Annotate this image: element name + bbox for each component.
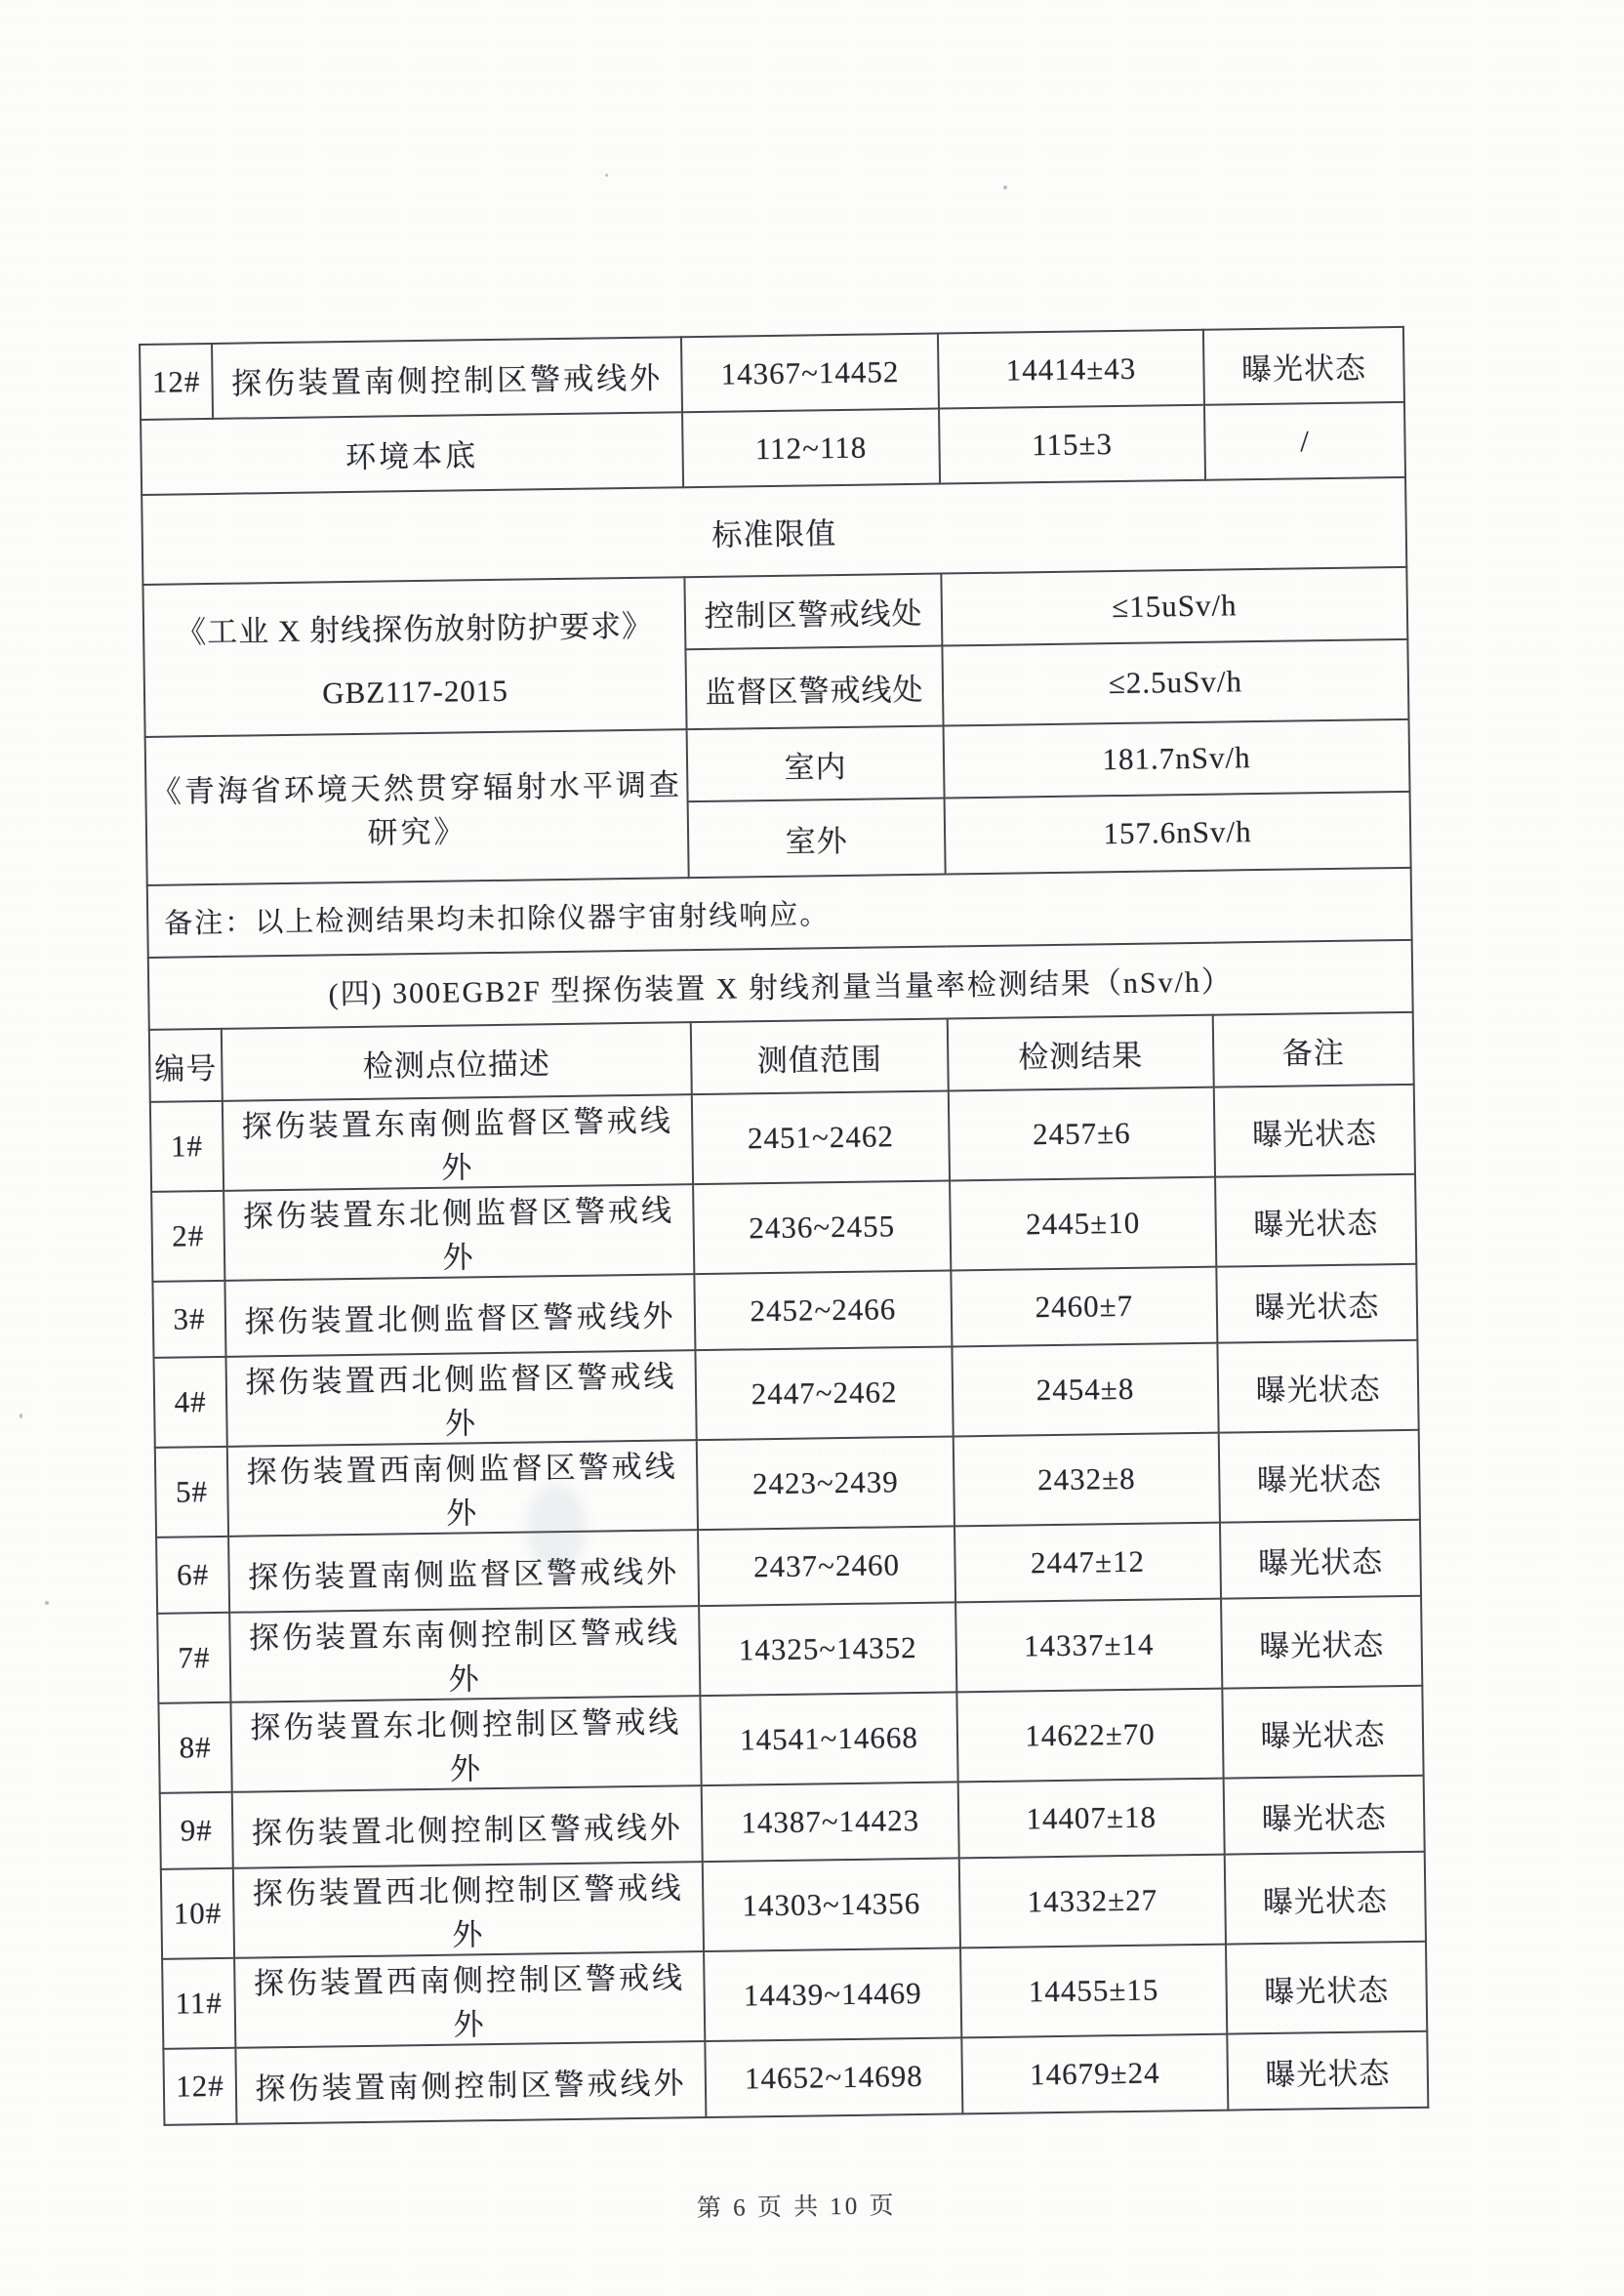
background-note: / [1204, 402, 1405, 480]
row-location: 探伤装置南侧控制区警戒线外 [212, 337, 682, 419]
row-result: 14332±27 [959, 1855, 1226, 1948]
row-id: 6# [156, 1537, 229, 1614]
row-result: 14455±15 [960, 1945, 1227, 2038]
row-result: 14407±18 [958, 1779, 1225, 1859]
section4-title: (四) 300EGB2F 型探伤装置 X 射线剂量当量率检测结果（nSv/h） [148, 940, 1413, 1030]
table-row [163, 2031, 1428, 2125]
row-note: 曝光状态 [1219, 1430, 1420, 1523]
standard-entry-label: 监督区警戒线处 [685, 646, 943, 730]
row-range: 2437~2460 [698, 1526, 955, 1606]
row-result: 2445±10 [950, 1177, 1216, 1271]
row-result: 2454±8 [952, 1343, 1218, 1437]
table-row [161, 1852, 1426, 1959]
row-id: 11# [162, 1958, 235, 2049]
row-id: 10# [161, 1868, 234, 1959]
row-note: 曝光状态 [1222, 1686, 1423, 1779]
column-header: 测值范围 [691, 1018, 949, 1094]
standard-entry-value: 157.6nSv/h [945, 792, 1411, 875]
scan-smudge [527, 1484, 586, 1572]
row-range: 2447~2462 [695, 1346, 953, 1440]
standard-entry-value: ≤15uSv/h [941, 567, 1407, 646]
background-label: 环境本底 [141, 412, 683, 495]
row-location: 探伤装置东北侧控制区警戒线外 [230, 1696, 701, 1792]
row-note: 曝光状态 [1221, 1596, 1422, 1689]
row-id: 9# [160, 1792, 233, 1869]
scanned-report-sheet [139, 326, 1429, 2232]
row-id: 12# [140, 344, 213, 420]
row-note: 曝光状态 [1216, 1264, 1417, 1343]
row-id: 3# [152, 1281, 225, 1358]
row-range: 14541~14668 [700, 1692, 957, 1785]
page-number: 第 6 页 共 10 页 [696, 2193, 897, 2223]
row-note: 曝光状态 [1203, 327, 1404, 405]
column-header: 备注 [1213, 1012, 1414, 1087]
row-note: 曝光状态 [1225, 1852, 1426, 1945]
row-range: 2452~2466 [694, 1270, 952, 1350]
row-location: 探伤装置南侧监督区警戒线外 [228, 1530, 699, 1613]
row-note: 曝光状态 [1215, 1174, 1416, 1267]
standard-entry-label: 控制区警戒线处 [684, 574, 942, 650]
column-header: 检测点位描述 [222, 1022, 692, 1101]
row-result: 2432±8 [954, 1433, 1220, 1527]
table-row [155, 1430, 1420, 1538]
limits-title: 标准限值 [142, 477, 1406, 585]
row-note: 曝光状态 [1224, 1776, 1425, 1855]
standard-entry-label: 室内 [687, 726, 945, 802]
scan-speck [605, 174, 608, 177]
row-id: 12# [163, 2048, 236, 2125]
row-location: 探伤装置东北侧监督区警戒线外 [223, 1184, 694, 1281]
scan-speck [45, 1601, 49, 1605]
table-row [154, 1340, 1419, 1448]
row-range: 2436~2455 [693, 1180, 951, 1274]
scan-speck [1003, 185, 1007, 189]
standard-name-line2: GBZ117-2015 [321, 673, 509, 711]
table-row [150, 1085, 1415, 1192]
row-id: 5# [155, 1447, 228, 1538]
row-note: 曝光状态 [1227, 2031, 1428, 2111]
standard-name-gbz [142, 577, 686, 737]
row-location: 探伤装置东南侧监督区警戒线外 [223, 1094, 693, 1191]
row-note: 曝光状态 [1217, 1340, 1418, 1433]
row-range: 2451~2462 [692, 1090, 950, 1184]
standard-entry-value: ≤2.5uSv/h [942, 639, 1408, 726]
row-id: 4# [154, 1357, 227, 1448]
row-result: 14679±24 [961, 2034, 1228, 2114]
standard-entry-label: 室外 [688, 799, 946, 879]
row-range: 14367~14452 [681, 334, 939, 413]
row-location: 探伤装置东南侧控制区警戒线外 [229, 1606, 700, 1702]
row-location: 探伤装置西南侧控制区警戒线外 [234, 1951, 705, 2048]
row-location: 探伤装置南侧控制区警戒线外 [235, 2041, 706, 2124]
radiation-survey-table [139, 326, 1429, 2126]
scan-speck [20, 1414, 22, 1418]
standard-name-qinghai: 《青海省环境天然贯穿辐射水平调查研究》 [145, 729, 689, 885]
row-id: 7# [157, 1613, 230, 1703]
row-result: 2447±12 [954, 1523, 1221, 1603]
row-note: 曝光状态 [1220, 1520, 1421, 1599]
row-result: 2460±7 [951, 1267, 1217, 1347]
row-location: 探伤装置北侧控制区警戒线外 [232, 1785, 703, 1868]
row-result: 14337±14 [955, 1599, 1222, 1693]
row-range: 14325~14352 [699, 1602, 956, 1696]
row-result: 14414±43 [938, 330, 1204, 409]
column-header: 检测结果 [948, 1015, 1214, 1091]
standard-entry-value: 181.7nSv/h [944, 719, 1410, 799]
row-id: 8# [158, 1702, 231, 1793]
row-result: 14622±70 [956, 1689, 1223, 1783]
row-id: 2# [151, 1191, 224, 1282]
table-row [151, 1174, 1416, 1282]
row-range: 14303~14356 [703, 1858, 960, 1951]
row-id: 1# [150, 1101, 223, 1192]
row-range: 14439~14469 [704, 1948, 961, 2041]
row-note: 曝光状态 [1226, 1942, 1427, 2034]
row-location: 探伤装置北侧监督区警戒线外 [224, 1274, 695, 1357]
background-range: 112~118 [682, 409, 940, 488]
row-location: 探伤装置西北侧控制区警戒线外 [233, 1862, 704, 1958]
row-range: 14387~14423 [702, 1782, 959, 1862]
row-result: 2457±6 [949, 1087, 1215, 1181]
table-row [162, 1942, 1427, 2049]
limits-title-row [142, 477, 1406, 585]
table-row [157, 1596, 1422, 1703]
column-header: 编号 [149, 1029, 223, 1102]
standard-name-line1: 《工业 X 射线探伤放射防护要求》 [175, 608, 654, 650]
row-note: 曝光状态 [1214, 1085, 1415, 1177]
row-range: 2423~2439 [697, 1436, 954, 1530]
row-range: 14652~14698 [705, 2037, 962, 2117]
row-location: 探伤装置西北侧监督区警戒线外 [225, 1350, 696, 1447]
table-note: 备注：以上检测结果均未扣除仪器宇宙射线响应。 [147, 868, 1412, 958]
row-location: 探伤装置西南侧监督区警戒线外 [227, 1440, 698, 1537]
background-result: 115±3 [939, 405, 1205, 484]
table-row [158, 1686, 1423, 1793]
